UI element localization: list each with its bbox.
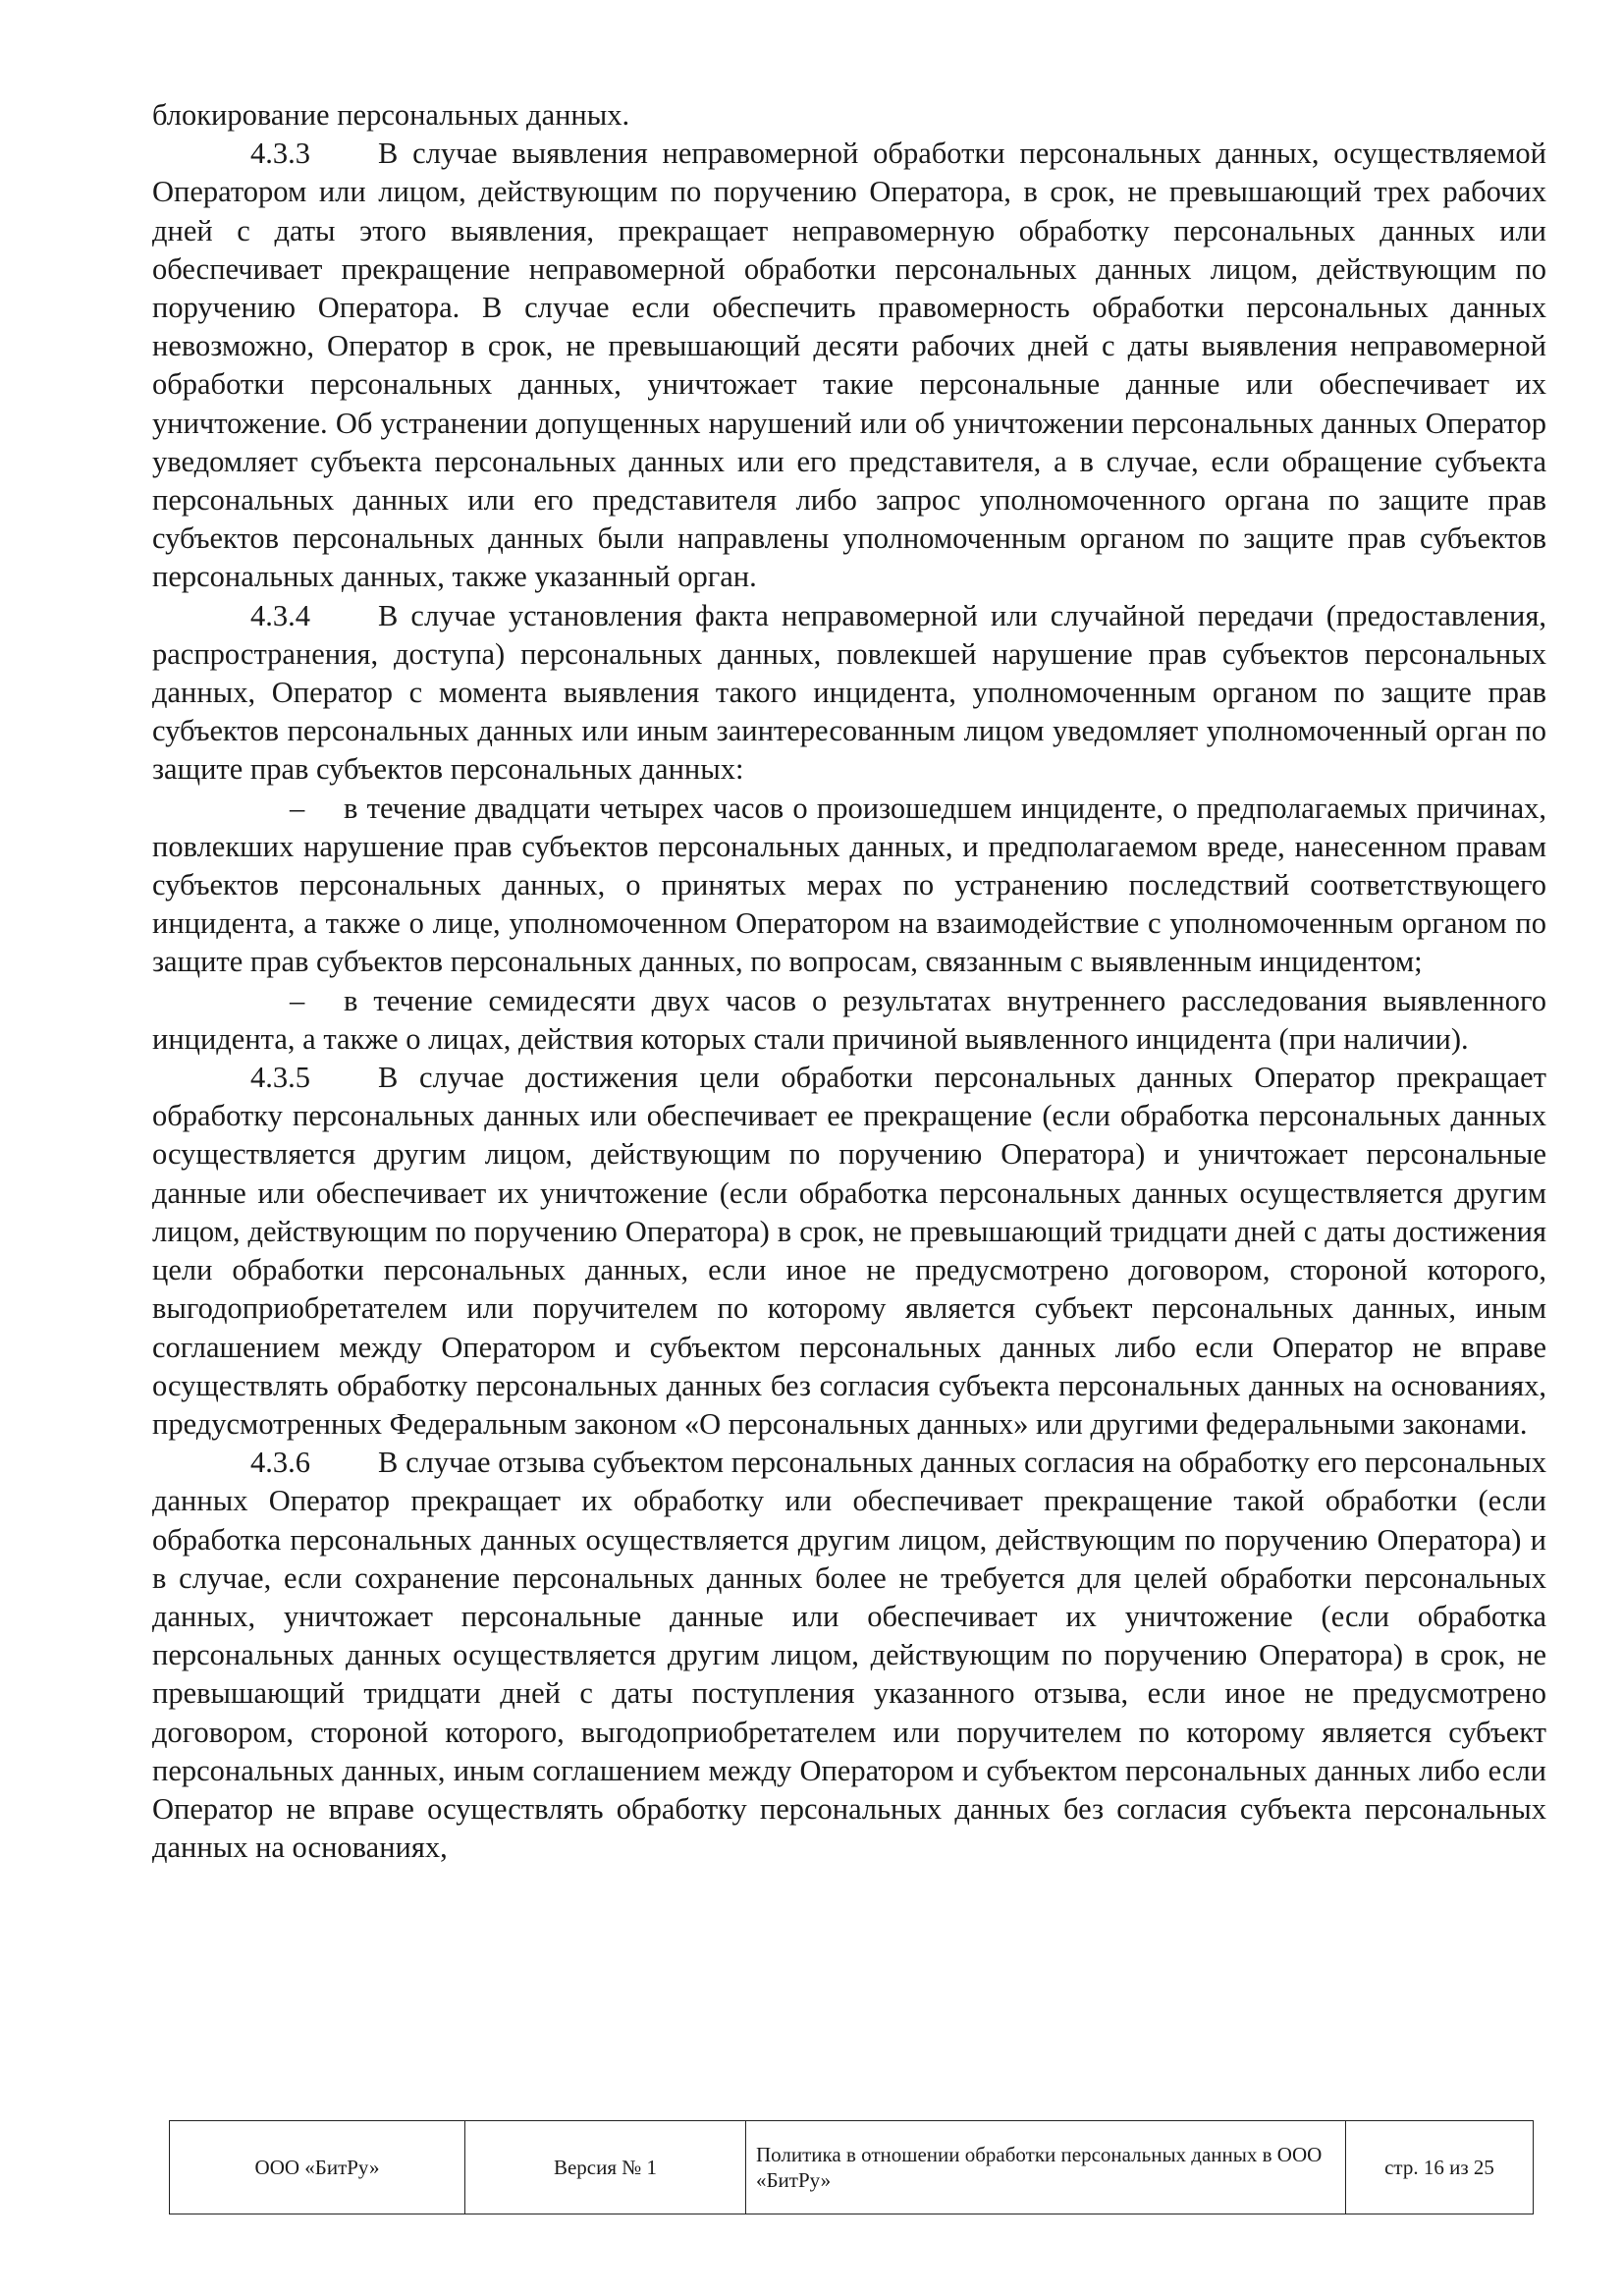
list-item-text: в течение семидесяти двух часов о результатах внутреннего расследования выявленного инцидента, а также о лицах, действия которых стали причиной выявленного инцидента (при наличии).	[152, 983, 1546, 1056]
footer-title: Политика в отношении обработки персональных данных в ООО «БитРу»	[746, 2121, 1346, 2214]
list-item	[152, 790, 1546, 982]
section-number: 4.3.4	[250, 598, 310, 632]
lead-line: блокирование персональных данных.	[152, 98, 630, 132]
dash-marker: –	[290, 791, 305, 825]
section-4-3-3	[152, 135, 1546, 596]
section-4-3-5	[152, 1059, 1546, 1444]
section-number: 4.3.6	[250, 1446, 310, 1480]
section-4-3-4	[152, 597, 1546, 790]
section-text: В случае отзыва субъектом персональных данных согласия на обработку его персональных данных Оператор прекращает их обработку или обеспечивает прекращение такой обработки (если обработка персональных данных осуществляется другим лицом, действующим по поручению Оператора) и в случае, если сохранение персональных данных более не требуется для целей обработки персональных данных, уничтожает персональные данные или обеспечивает их уничтожение (если обработка персональных данных осуществляется другим лицом, действующим по поручению Оператора) в срок, не превышающий тридцати дней с даты поступления указанного отзыва, если иное не предусмотрено договором, стороной которого, выгодоприобретателем или поручителем по которому является субъект персональных данных, иным соглашением между Оператором и субъектом персональных данных либо если Оператор не вправе осуществлять обработку персональных данных без согласия субъекта персональных данных на основаниях,	[152, 1446, 1546, 1865]
footer-table	[169, 2120, 1534, 2214]
footer-page-number: стр. 16 из 25	[1346, 2121, 1534, 2214]
section-4-3-6	[152, 1444, 1546, 1867]
dash-marker: –	[290, 983, 305, 1017]
section-text: В случае установления факта неправомерной или случайной передачи (предоставления, распространения, доступа) персональных данных, повлекшей нарушение прав субъектов персональных данных, Оператор с момента выявления такого инцидента, уполномоченным органом по защите прав субъектов персональных данных или иным заинтересованным лицом уведомляет уполномоченный орган по защите прав субъектов персональных данных:	[152, 598, 1546, 787]
section-number: 4.3.3	[250, 137, 310, 171]
list-item	[152, 982, 1546, 1059]
section-number: 4.3.5	[250, 1061, 310, 1095]
footer-version: Версия № 1	[465, 2121, 746, 2214]
section-text: В случае выявления неправомерной обработки персональных данных, осуществляемой Оператором или лицом, действующим по поручению Оператора, в срок, не превышающий трех рабочих дней с даты этого выявления, прекращает неправомерную обработку персональных данных или обеспечивает прекращение неправомерной обработки персональных данных лицом, действующим по поручению Оператора. В случае если обеспечить правомерность обработки персональных данных невозможно, Оператор в срок, не превышающий десяти рабочих дней с даты выявления неправомерной обработки персональных данных, уничтожает такие персональные данные или обеспечивает их уничтожение. Об устранении допущенных нарушений или об уничтожении персональных данных Оператор уведомляет субъекта персональных данных или его представителя, а в случае, если обращение субъекта персональных данных или его представителя либо запрос уполномоченного органа по защите прав субъектов персональных данных были направлены уполномоченным органом по защите прав субъектов персональных данных, также указанный орган.	[152, 137, 1546, 594]
footer-row	[170, 2121, 1534, 2214]
list-item-text: в течение двадцати четырех часов о произошедшем инциденте, о предполагаемых причинах, повлекших нарушение прав субъектов персональных данных, и предполагаемом вреде, нанесенном правам субъектов персональных данных, о принятых мерах по устранению последствий соответствующего инцидента, а также о лице, уполномоченном Оператором на взаимодействие с уполномоченным органом по защите прав субъектов персональных данных, по вопросам, связанным с выявленным инцидентом;	[152, 791, 1546, 979]
document-body	[152, 96, 1546, 1867]
section-text: В случае достижения цели обработки персональных данных Оператор прекращает обработку персональных данных или обеспечивает ее прекращение (если обработка персональных данных осуществляется другим лицом, действующим по поручению Оператора) и уничтожает персональные данные или обеспечивает их уничтожение (если обработка персональных данных осуществляется другим лицом, действующим по поручению Оператора) в срок, не превышающий тридцати дней с даты достижения цели обработки персональных данных, если иное не предусмотрено договором, стороной которого, выгодоприобретателем или поручителем по которому является субъект персональных данных, иным соглашением между Оператором и субъектом персональных данных либо если Оператор не вправе осуществлять обработку персональных данных без согласия субъекта персональных данных на основаниях, предусмотренных Федеральным законом «О персональных данных» или другими федеральными законами.	[152, 1061, 1546, 1441]
footer-company: ООО «БитРу»	[170, 2121, 465, 2214]
